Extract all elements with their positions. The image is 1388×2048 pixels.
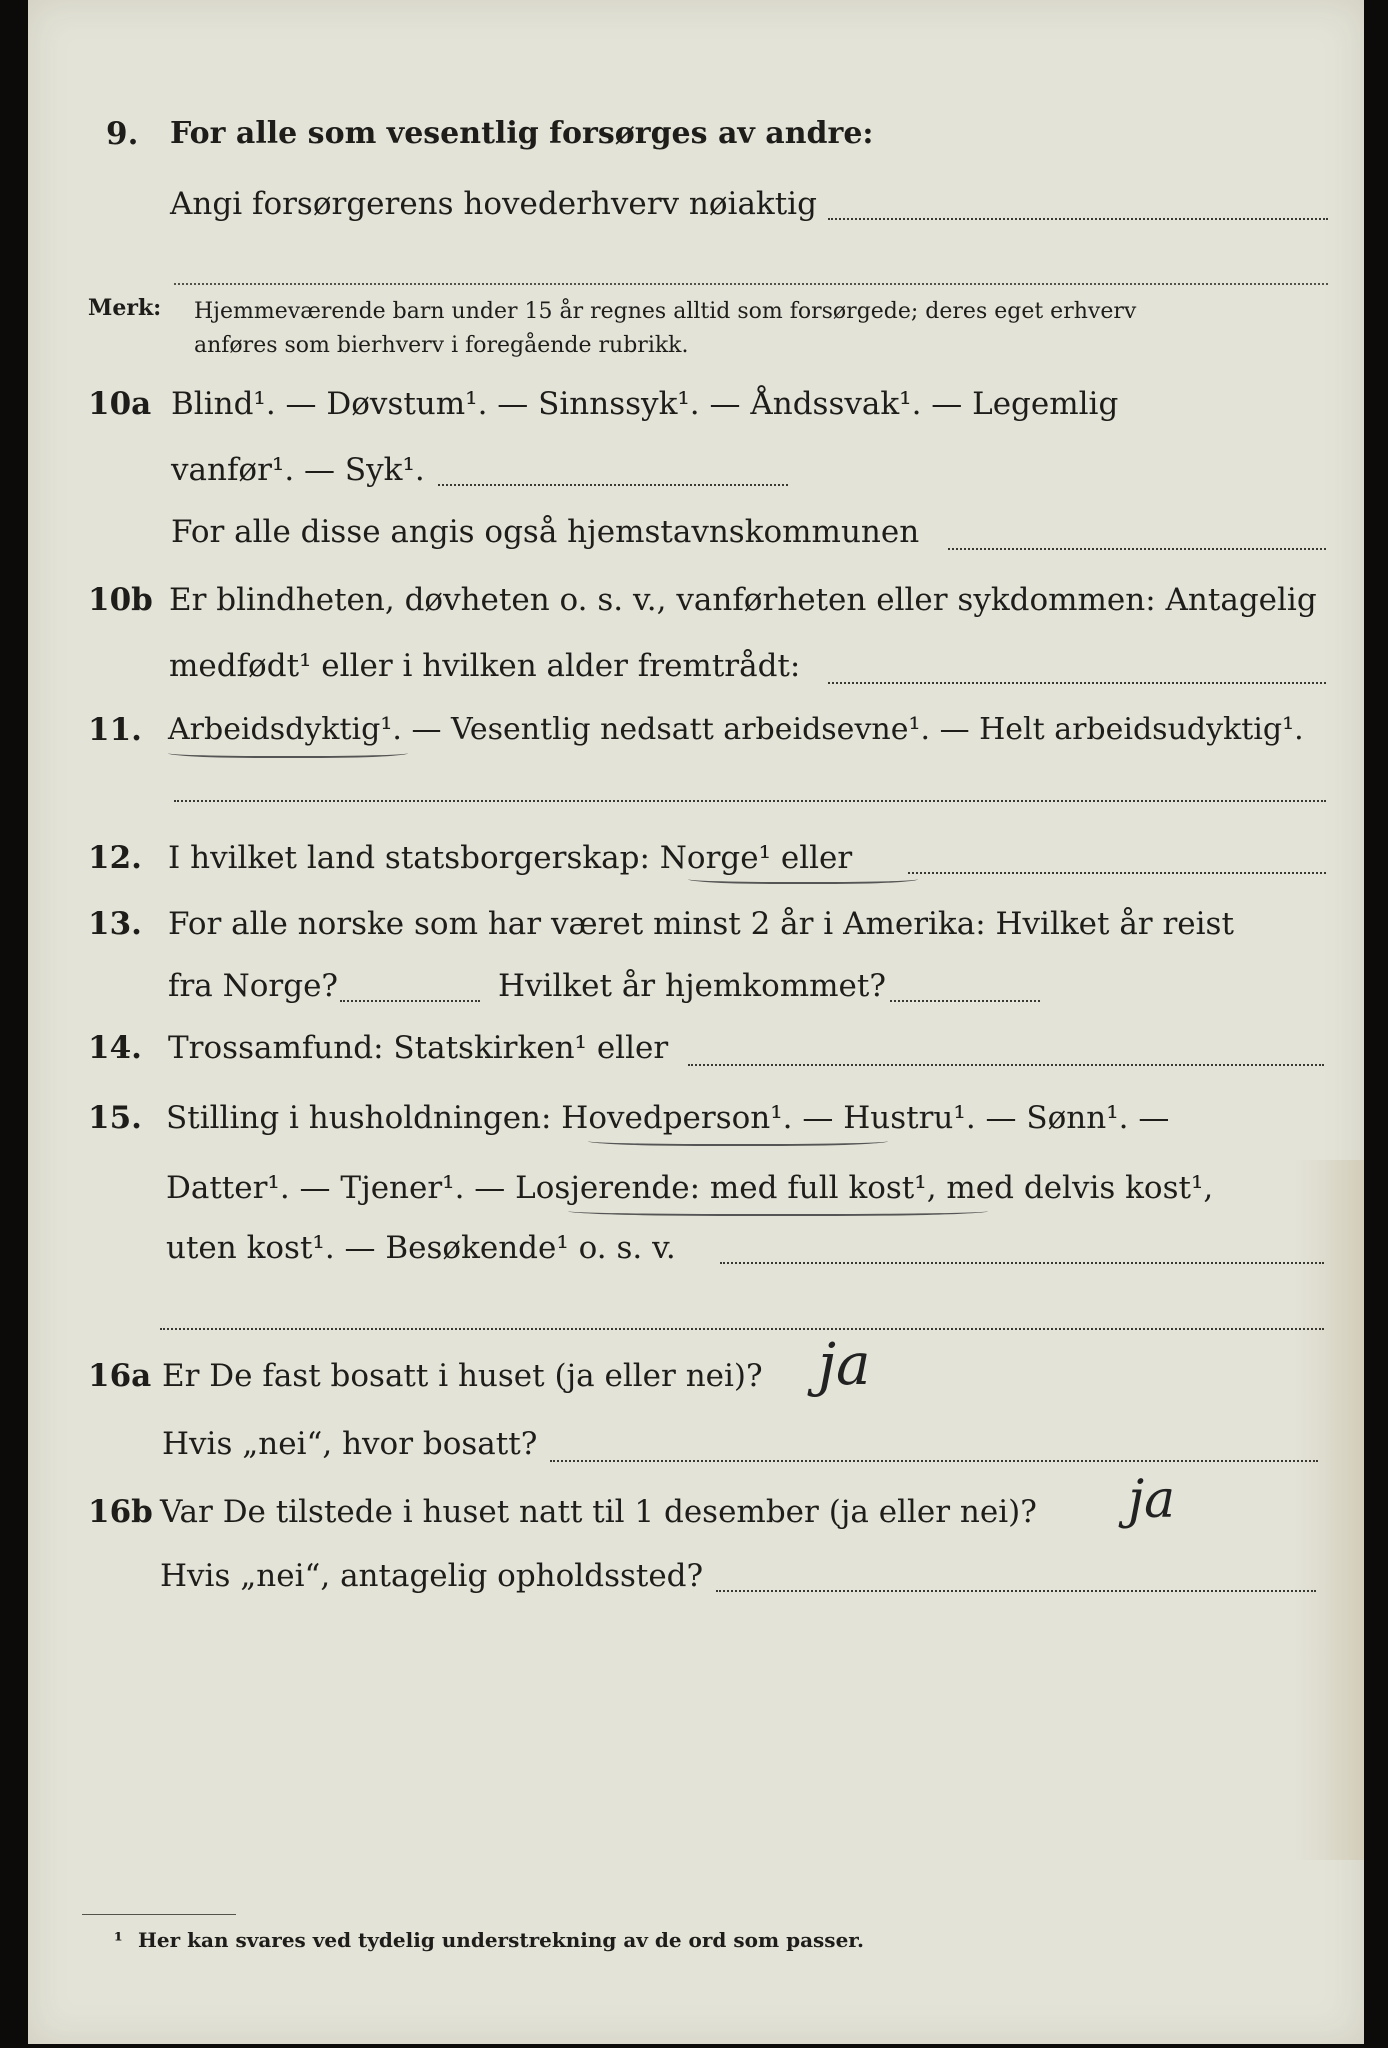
q12-handwritten-underline — [688, 872, 918, 884]
q10a-kommune-line — [948, 548, 1326, 550]
q9-answer-line-2 — [174, 283, 1328, 285]
q16a-number: 16a — [88, 1358, 152, 1394]
q13-line2b: Hvilket år hjemkommet? — [498, 968, 886, 1004]
q10a-line1: Blind¹. — Døvstum¹. — Sinnssyk¹. — Åndssvak¹. — Legemlig — [171, 386, 1119, 422]
q13-number: 13. — [88, 906, 142, 942]
q11-line1: Arbeidsdyktig¹. — Vesentlig nedsatt arbeidsevne¹. — Helt arbeidsudyktig¹. — [168, 712, 1304, 747]
q11-handwritten-underline — [168, 746, 408, 758]
q13-line2a: fra Norge? — [168, 968, 339, 1004]
q12-line1: I hvilket land statsborgerskap: Norge¹ eller — [168, 840, 853, 876]
q16b-line1: Var De tilstede i huset natt til 1 desember (ja eller nei)? — [160, 1494, 1037, 1530]
q15-handwritten-underline-2 — [568, 1204, 988, 1216]
q16a-line1: Er De fast bosatt i huset (ja eller nei)? — [162, 1358, 763, 1394]
footnote-rule — [82, 1914, 236, 1915]
q15-line1: Stilling i husholdningen: Hovedperson¹. — Hustru¹. — Sønn¹. — — [166, 1100, 1170, 1136]
q10a-syk-line — [438, 484, 788, 486]
q11-answer-line — [174, 800, 1326, 802]
q10a-number: 10a — [88, 386, 152, 422]
q15-answer-line-2 — [160, 1328, 1324, 1330]
q9-line2: Angi forsørgerens hovederhverv nøiaktig — [170, 186, 817, 222]
q14-line1: Trossamfund: Statskirken¹ eller — [168, 1030, 669, 1066]
q14-answer-line — [688, 1064, 1324, 1066]
q9-number: 9. — [106, 116, 139, 152]
paper-stain — [1294, 1160, 1364, 1860]
q13-reist-line — [340, 1000, 480, 1002]
q16b-number: 16b — [88, 1494, 153, 1530]
q16a-line2: Hvis „nei“, hvor bosatt? — [162, 1426, 538, 1462]
q16a-handwritten-answer: ja — [818, 1330, 871, 1398]
q10a-line3: For alle disse angis også hjemstavnskommunen — [171, 514, 920, 550]
q15-number: 15. — [88, 1100, 142, 1136]
q15-answer-line — [720, 1262, 1324, 1264]
q13-hjemkommet-line — [890, 1000, 1040, 1002]
q14-number: 14. — [88, 1030, 142, 1066]
q10b-line1: Er blindheten, døvheten o. s. v., vanførheten eller sykdommen: Antagelig — [169, 582, 1317, 618]
q16a-answer-line — [550, 1460, 1318, 1462]
q16b-handwritten-answer: ja — [1128, 1470, 1176, 1530]
q15-line2: Datter¹. — Tjener¹. — Losjerende: med full kost¹, med delvis kost¹, — [166, 1170, 1214, 1206]
q10a-line2: vanfør¹. — Syk¹. — [171, 452, 425, 488]
merk-line1: Hjemmeværende barn under 15 år regnes alltid som forsørgede; deres eget erhverv — [194, 299, 1137, 324]
footnote-mark: ¹ — [114, 1928, 123, 1952]
footnote-text: Her kan svares ved tydelig understrekning av de ord som passer. — [138, 1928, 864, 1952]
q12-answer-line — [908, 872, 1326, 874]
census-form-page — [28, 0, 1364, 2044]
q9-line1: For alle som vesentlig forsørges av andre: — [170, 116, 874, 151]
q10b-number: 10b — [88, 582, 153, 618]
q16b-answer-line — [716, 1590, 1316, 1592]
q13-line1: For alle norske som har været minst 2 år i Amerika: Hvilket år reist — [168, 906, 1234, 942]
q10b-line2: medfødt¹ eller i hvilken alder fremtrådt: — [169, 648, 801, 684]
q16b-line2: Hvis „nei“, antagelig opholdssted? — [160, 1558, 704, 1594]
merk-label: Merk: — [88, 295, 162, 321]
q11-number: 11. — [88, 712, 142, 748]
q15-line3: uten kost¹. — Besøkende¹ o. s. v. — [166, 1230, 676, 1266]
q15-handwritten-underline-1 — [588, 1134, 888, 1146]
q12-number: 12. — [88, 840, 142, 876]
q9-answer-line — [828, 218, 1328, 220]
q10b-answer-line — [828, 682, 1326, 684]
merk-line2: anføres som bierhverv i foregående rubrikk. — [194, 333, 689, 358]
